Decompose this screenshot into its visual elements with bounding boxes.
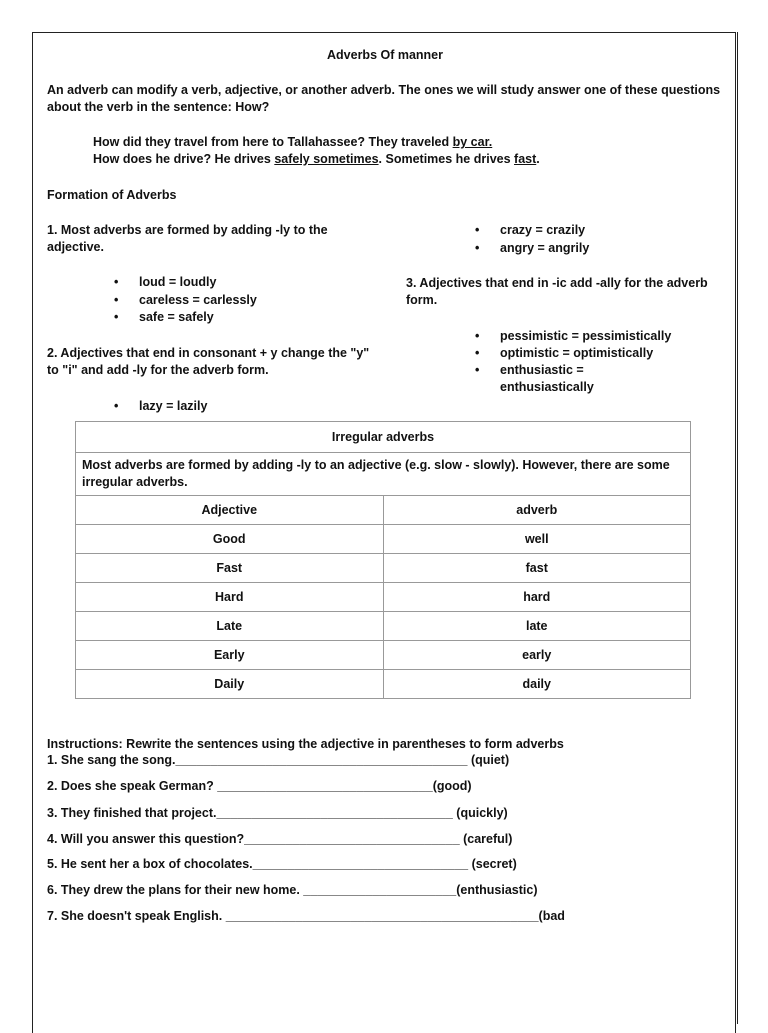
column-header-adjective: Adjective (76, 496, 384, 525)
table-cell: daily (383, 670, 691, 699)
intro-line-2: about the verb in the sentence: How? (47, 100, 270, 114)
rule-1-line-1: 1. Most adverbs are formed by adding -ly to the (47, 223, 328, 237)
table-row (76, 641, 691, 670)
how-question: How? (235, 100, 270, 114)
exercise-2: 2. Does she speak German? _______________________________(good) (47, 779, 472, 793)
table-cell: late (383, 612, 691, 641)
table-header-row (76, 496, 691, 525)
list-item: • lazy = lazily (139, 398, 207, 416)
rule-3-examples (500, 328, 671, 396)
table-cell: Late (76, 612, 384, 641)
example-2-answer-2: fast (514, 152, 537, 166)
rule-2-line-2: to "i" and add -ly for the adverb form. (47, 363, 269, 377)
rule-3-line-1: 3. Adjectives that end in -ic add -ally for the adverb (406, 276, 708, 290)
exercise-5: 5. He sent her a box of chocolates._______________________________ (secret) (47, 857, 517, 871)
list-item-continuation: enthusiastically (500, 380, 594, 394)
table-row (76, 525, 691, 554)
table-cell: early (383, 641, 691, 670)
table-cell: hard (383, 583, 691, 612)
example-1: How did they travel from here to Tallahassee? They traveled by car. (93, 135, 493, 149)
column-header-adverb: adverb (383, 496, 691, 525)
exercise-7: 7. She doesn't speak English. _____________________________________________(bad (47, 909, 565, 923)
exercise-4: 4. Will you answer this question?_______________________________ (careful) (47, 832, 513, 846)
table-row (76, 670, 691, 699)
page-title: Adverbs Of manner (327, 48, 444, 62)
list-item: • pessimistic = pessimistically (500, 328, 671, 345)
rule-2-examples-left (139, 398, 207, 416)
table-cell: Hard (76, 583, 384, 612)
list-item: • careless = carlessly (139, 292, 257, 310)
list-item: • safe = safely (139, 309, 257, 327)
rule-2-examples-right (500, 222, 589, 257)
exercise-1: 1. She sang the song.__________________________________________ (quiet) (47, 753, 510, 767)
table-cell: Fast (76, 554, 384, 583)
table-cell: Early (76, 641, 384, 670)
table-row (76, 554, 691, 583)
table-row (76, 583, 691, 612)
rule-1-line-2: adjective. (47, 240, 104, 254)
table-cell: Good (76, 525, 384, 554)
list-item: • enthusiastic = (500, 362, 671, 379)
exercise-3: 3. They finished that project.__________________________________ (quickly) (47, 806, 508, 820)
table-row (76, 612, 691, 641)
table-cell: Daily (76, 670, 384, 699)
table-note: Most adverbs are formed by adding -ly to an adjective (e.g. slow - slowly). However, there are some irregular adverbs. (76, 453, 691, 496)
example-1-answer: by car. (452, 135, 493, 149)
instructions: Instructions: Rewrite the sentences using the adjective in parentheses to form adverbs (47, 737, 564, 751)
list-item: • loud = loudly (139, 274, 257, 292)
list-item: • crazy = crazily (500, 222, 589, 240)
rule-1-examples (139, 274, 257, 327)
table-cell: well (383, 525, 691, 554)
example-2-answer-1: safely sometimes (274, 152, 379, 166)
rule-3-line-2: form. (406, 293, 438, 307)
table-title: Irregular adverbs (76, 422, 691, 453)
table-cell: fast (383, 554, 691, 583)
list-item: • angry = angrily (500, 240, 589, 258)
rule-2-line-1: 2. Adjectives that end in consonant + y change the "y" (47, 346, 370, 360)
page-edge-line (737, 32, 738, 1024)
irregular-adverbs-table (75, 421, 691, 699)
exercise-6: 6. They drew the plans for their new home. ______________________(enthusiastic) (47, 883, 538, 897)
formation-heading: Formation of Adverbs (47, 188, 177, 202)
example-2: How does he drive? He drives safely sometimes. Sometimes he drives fast. (93, 152, 540, 166)
intro-line-1: An adverb can modify a verb, adjective, or another adverb. The ones we will study answer one of these questions (47, 83, 721, 97)
list-item: • optimistic = optimistically (500, 345, 671, 362)
